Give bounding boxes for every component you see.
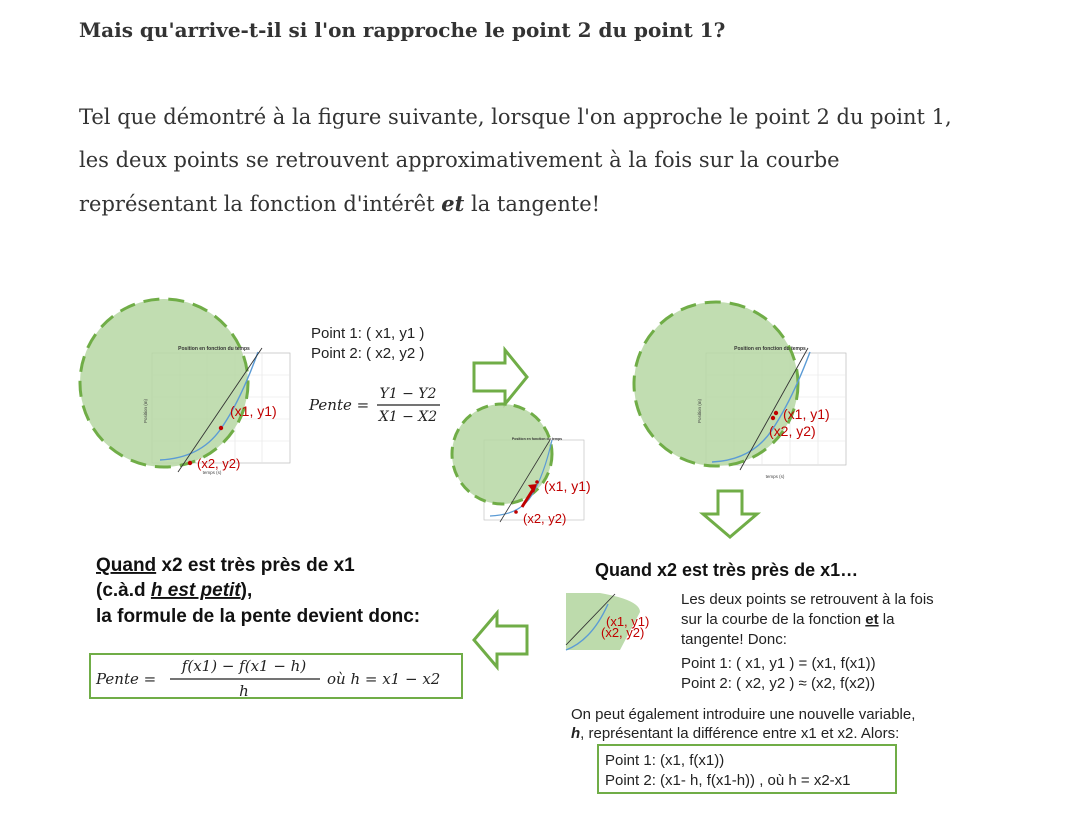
right-zoom-circle (634, 302, 798, 466)
middle-point-1 (535, 480, 539, 484)
middle-point-2 (514, 510, 518, 514)
h-box-point2: Point 2: (x1- h, f(x1-h)) , où h = x2-x1 (605, 772, 851, 789)
final-numerator: f(x1) − f(x1 − h) (181, 657, 307, 675)
middle-label-p1: (x1, y1) (544, 478, 591, 494)
point1-approx: Point 1: ( x1, y1 ) = (x1, f(x1)) (681, 655, 876, 672)
right-plot (634, 302, 846, 479)
intro-line-1: On peut également introduire une nouvelle variable, (571, 706, 916, 723)
right-plot-ylabel: Position (m) (697, 398, 702, 423)
left-point-2 (188, 461, 192, 465)
pente-numerator: Y1 − Y2 (379, 386, 437, 402)
desc-line-3: tangente! Donc: (681, 631, 787, 648)
middle-label-p2: (x2, y2) (523, 511, 567, 526)
desc-line-1: Les deux points se retrouvent à la fois (681, 591, 934, 608)
desc-line-2: sur la courbe de la fonction et la (681, 611, 895, 628)
quand-left: Quand x2 est très près de x1 (96, 555, 355, 576)
right-label-p1: (x1, y1) (783, 406, 830, 422)
left-plot-xlabel: temps (s) (202, 470, 222, 475)
left-zoom-circle (80, 299, 248, 467)
section-heading: Mais qu'arrive-t-il si l'on rapproche le point 2 du point 1? (79, 18, 726, 42)
pente-label: Pente = (309, 396, 370, 414)
final-pente-label: Pente = (96, 670, 157, 688)
pente-denominator: X1 − X2 (378, 409, 438, 425)
top-point1: Point 1: ( x1, y1 ) (311, 325, 425, 342)
down-arrow (703, 491, 757, 537)
point2-approx: Point 2: ( x2, y2 ) ≈ (x2, f(x2)) (681, 675, 876, 692)
right-plot-title: Position en fonction du temps (734, 346, 806, 352)
paragraph-text-2: la tangente! (464, 192, 601, 216)
mini-label-p2: (x2, y2) (601, 625, 645, 640)
cad-line: (c.à.d h est petit), (96, 580, 253, 601)
right-arrow (474, 350, 527, 404)
paragraph-text-1: Tel que démontré à la figure suivante, lorsque l'on approche le point 2 du point 1, les deux points se retrouvent approximativement à la fois sur la courbe représentant la fonction d'intérêt (79, 105, 952, 216)
middle-plot-title: Position en fonction du temps (511, 437, 563, 441)
left-label-p1: (x1, y1) (230, 403, 277, 419)
final-ou: où h = x1 − x2 (327, 670, 441, 688)
left-point-1 (219, 426, 223, 430)
left-arrow (474, 613, 527, 667)
left-label-p2: (x2, y2) (197, 456, 241, 471)
right-point-1 (774, 411, 778, 415)
left-plot-title: Position en fonction du temps (178, 346, 250, 352)
mini-thumb (566, 593, 664, 650)
h-box-point1: Point 1: (x1, f(x1)) (605, 752, 725, 769)
top-point2: Point 2: ( x2, y2 ) (311, 345, 425, 362)
right-plot-xlabel: temps (s) (765, 474, 785, 479)
quand-right: Quand x2 est très près de x1… (595, 560, 859, 580)
middle-zoom-circle (452, 404, 552, 504)
formule-line: la formule de la pente devient donc: (96, 606, 421, 627)
intro-line-2: h, représentant la différence entre x1 et x2. Alors: (571, 725, 900, 742)
middle-plot (452, 404, 591, 526)
right-label-p2: (x2, y2) (769, 423, 816, 439)
mini-label-p1: (x1, y1) (606, 614, 650, 629)
paragraph-emphasis: et (441, 191, 465, 216)
left-plot-ylabel: Position (m) (143, 398, 148, 423)
right-point-2 (771, 416, 775, 420)
left-plot (80, 299, 290, 475)
final-denominator: h (239, 682, 249, 700)
